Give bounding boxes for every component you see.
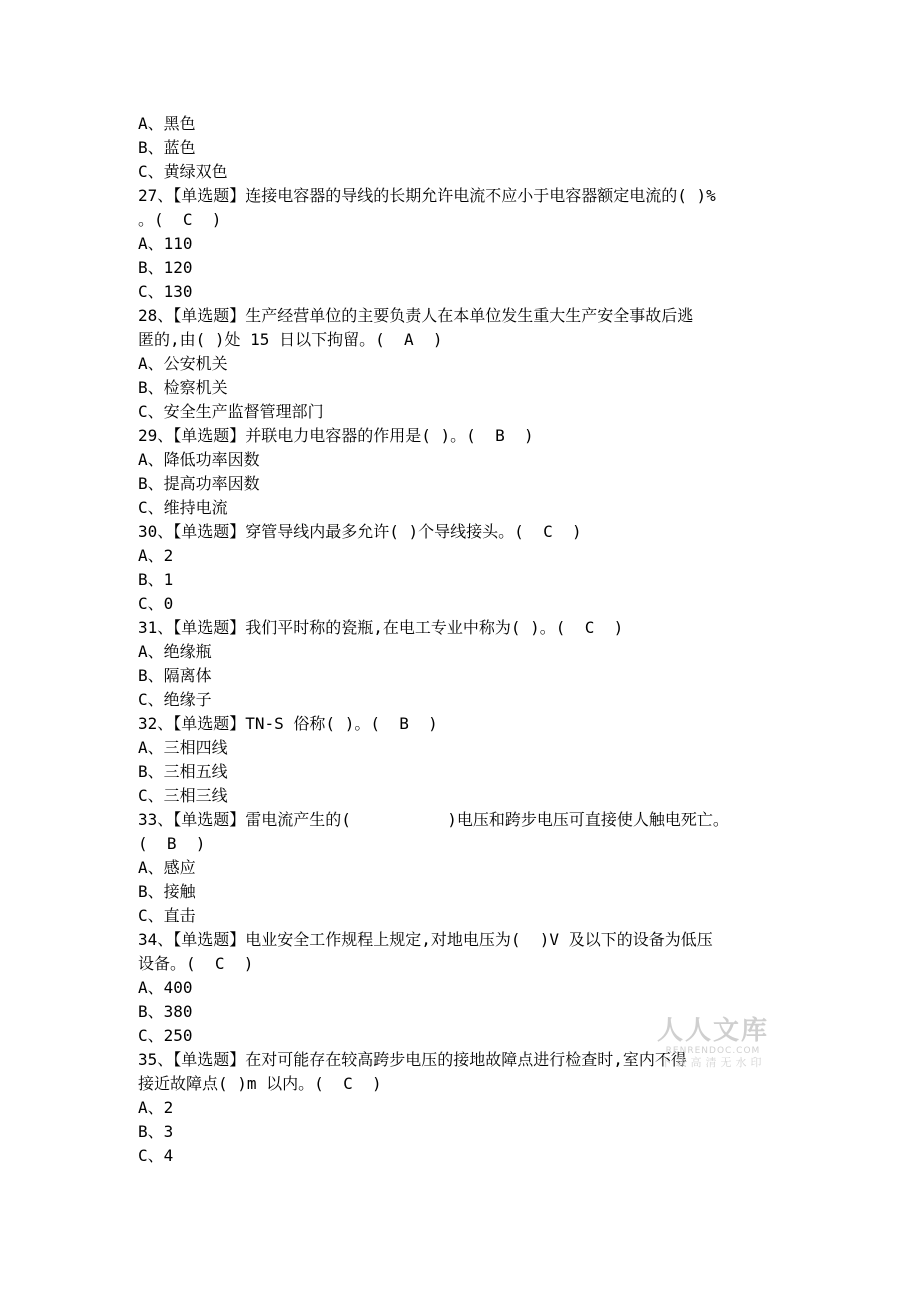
text-line: C、4 — [138, 1146, 174, 1165]
text-line: A、黑色 — [138, 114, 196, 133]
text-line: B、380 — [138, 1002, 193, 1021]
question-line: 31、【单选题】我们平时称的瓷瓶,在电工专业中称为( )。( C ) — [138, 618, 624, 637]
text-line: B、隔离体 — [138, 666, 212, 685]
text-line: A、感应 — [138, 858, 196, 877]
text-line: A、400 — [138, 978, 193, 997]
text-line: A、110 — [138, 234, 193, 253]
text-line: A、2 — [138, 1098, 174, 1117]
watermark-title: 人人文库 — [656, 1016, 769, 1046]
text-line: C、0 — [138, 594, 174, 613]
text-line: 。( C ) — [138, 210, 222, 229]
text-line: B、1 — [138, 570, 174, 589]
text-line: 匿的,由( )处 15 日以下拘留。( A ) — [138, 330, 443, 349]
text-line: 设备。( C ) — [138, 954, 254, 973]
text-line: B、蓝色 — [138, 138, 196, 157]
text-line: 接近故障点( )m 以内。( C ) — [138, 1074, 382, 1093]
document-body — [138, 112, 803, 1168]
text-line: C、直击 — [138, 906, 196, 925]
text-line: ( B ) — [138, 834, 206, 853]
question-line: 34、【单选题】电业安全工作规程上规定,对地电压为( )V 及以下的设备为低压 — [138, 930, 713, 949]
text-line: B、三相五线 — [138, 762, 228, 781]
text-line: B、3 — [138, 1122, 174, 1141]
text-line: C、维持电流 — [138, 498, 228, 517]
text-line: B、120 — [138, 258, 193, 277]
question-line: 30、【单选题】穿管导线内最多允许( )个导线接头。( C ) — [138, 522, 582, 541]
watermark-subtitle: 下载高清无水印 — [660, 1056, 766, 1069]
text-line: A、三相四线 — [138, 738, 228, 757]
text-line: A、降低功率因数 — [138, 450, 260, 469]
text-line: C、130 — [138, 282, 193, 301]
text-line: C、250 — [138, 1026, 193, 1045]
text-line: A、绝缘瓶 — [138, 642, 212, 661]
watermark-url: RENRENDOC.COM — [665, 1046, 761, 1056]
question-line: 29、【单选题】并联电力电容器的作用是( )。( B ) — [138, 426, 534, 445]
question-line: 28、【单选题】生产经营单位的主要负责人在本单位发生重大生产安全事故后逃 — [138, 306, 694, 325]
text-line: B、提高功率因数 — [138, 474, 260, 493]
text-line: C、安全生产监督管理部门 — [138, 402, 324, 421]
text-line: B、检察机关 — [138, 378, 228, 397]
text-line: B、接触 — [138, 882, 196, 901]
question-line: 27、【单选题】连接电容器的导线的长期允许电流不应小于电容器额定电流的( )% — [138, 186, 716, 205]
question-line: 33、【单选题】雷电流产生的( )电压和跨步电压可直接使人触电死亡。 — [138, 810, 729, 829]
text-line: A、2 — [138, 546, 174, 565]
text-line: A、公安机关 — [138, 354, 228, 373]
question-line: 32、【单选题】TN-S 俗称( )。( B ) — [138, 714, 438, 733]
question-line: 35、【单选题】在对可能存在较高跨步电压的接地故障点进行检查时,室内不得 — [138, 1050, 687, 1069]
text-line: C、黄绿双色 — [138, 162, 228, 181]
text-line: C、绝缘子 — [138, 690, 212, 709]
text-line: C、三相三线 — [138, 786, 228, 805]
